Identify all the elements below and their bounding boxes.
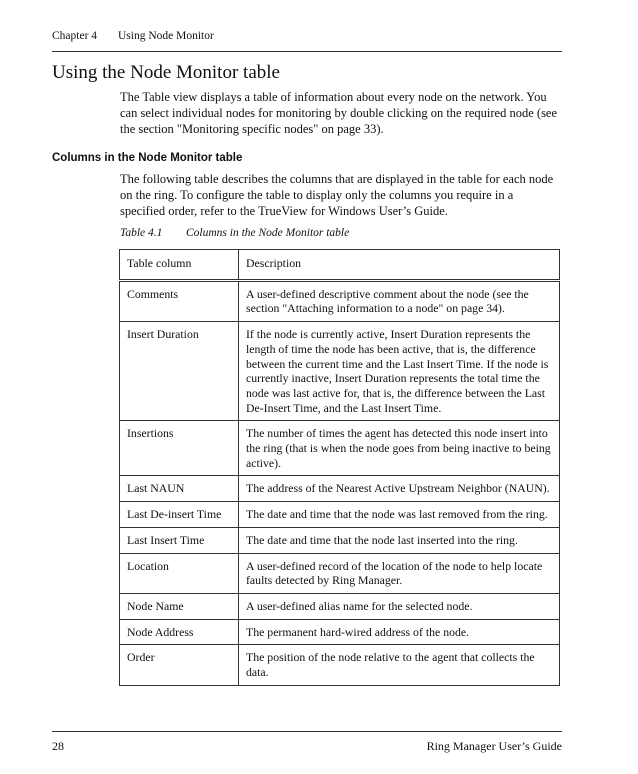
table-number: Table 4.1 [120,227,163,239]
column-name: Insertions [120,421,239,476]
chapter-label: Chapter 4 [52,30,98,42]
column-name: Last Insert Time [120,527,239,553]
column-description: The position of the node relative to the agent that collects the data. [239,645,560,685]
column-description: If the node is currently active, Insert Duration represents the length of time the node has been active, that is, the difference between the current time and the Last Insert Time. If the node is currently inactive, Insert Duration represents the total time the node was last active for, that is, the difference between the Last De-Insert Time, and the Last Insert Time. [239,322,560,421]
column-description: A user-defined record of the location of the node to help locate faults detected by Ring Manager. [239,553,560,593]
columns-table [119,249,560,686]
table-row [120,421,560,476]
table-caption-text: Columns in the Node Monitor table [186,227,350,239]
table-row [120,553,560,593]
column-name: Node Name [120,593,239,619]
table-row [120,527,560,553]
table-row [120,280,560,321]
column-name: Comments [120,280,239,321]
column-description: The permanent hard-wired address of the node. [239,619,560,645]
column-name: Last De-insert Time [120,502,239,528]
table-row [120,619,560,645]
book-title: Ring Manager User’s Guide [426,739,562,753]
header-description: Description [239,250,560,281]
column-description: A user-defined alias name for the selected node. [239,593,560,619]
running-header [52,30,214,42]
column-name: Location [120,553,239,593]
column-description: The address of the Nearest Active Upstream Neighbor (NAUN). [239,476,560,502]
table-row [120,593,560,619]
page-number: 28 [52,739,64,753]
column-description: The date and time that the node last inserted into the ring. [239,527,560,553]
section-label: Using Node Monitor [118,30,214,42]
column-name: Node Address [120,619,239,645]
intro-paragraph: The Table view displays a table of information about every node on the network. You can select individual nodes for monitoring by double clicking on the required node (see the section "Monitoring specific nodes" on page 33). [120,90,558,136]
table-row [120,645,560,685]
header-rule [52,51,562,52]
column-name: Last NAUN [120,476,239,502]
column-name: Insert Duration [120,322,239,421]
table-caption [120,227,349,239]
table-row [120,502,560,528]
column-description: The date and time that the node was last removed from the ring. [239,502,560,528]
page-title: Using the Node Monitor table [52,62,280,83]
table-row [120,322,560,421]
section-heading: Columns in the Node Monitor table [52,152,243,164]
table-row [120,476,560,502]
footer-rule [52,731,562,732]
table-header-row [120,250,560,281]
description-paragraph: The following table describes the columns that are displayed in the table for each node on the ring. To configure the table to display only the columns you require in a specified order, refer to the TrueView for Windows User’s Guide. [120,172,554,218]
header-table-column: Table column [120,250,239,281]
column-description: A user-defined descriptive comment about the node (see the section "Attaching information to a node" on page 34). [239,280,560,321]
column-name: Order [120,645,239,685]
column-description: The number of times the agent has detected this node insert into the ring (that is when the node goes from being inactive to being active). [239,421,560,476]
